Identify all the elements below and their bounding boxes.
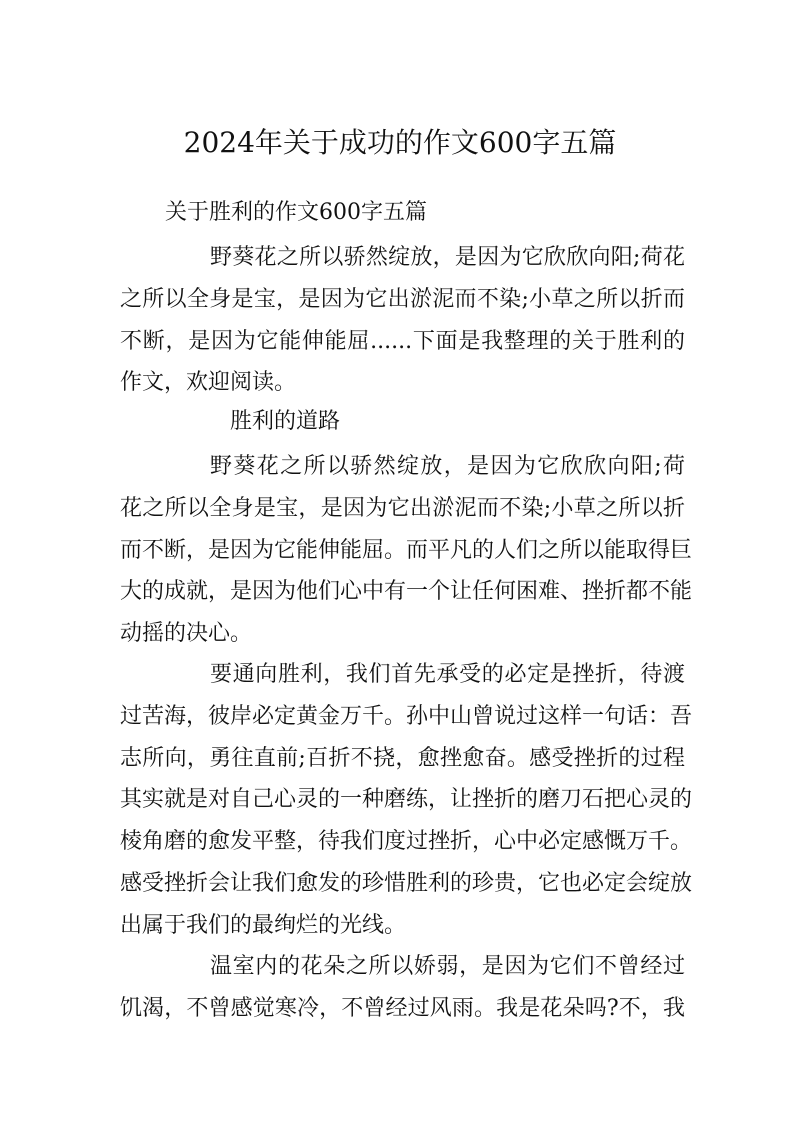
paragraph-line: 感受挫折会让我们愈发的珍惜胜利的珍贵，它也必定会绽放	[120, 870, 693, 896]
paragraph-line: 大的成就，是因为他们心中有一个让任何困难、挫折都不能	[120, 579, 693, 605]
document-title: 2024年关于成功的作文600字五篇	[183, 126, 617, 159]
paragraph-body-1	[120, 446, 693, 655]
paragraph-line: 棱角磨的愈发平整，待我们度过挫折，心中必定感慨万千。	[120, 829, 693, 855]
paragraph-body-3	[120, 946, 685, 1030]
paragraph-line: 饥渴，不曾感觉寒冷，不曾经过风雨。我是花朵吗?不，我	[120, 995, 685, 1021]
paragraph-line: 而不断，是因为它能伸能屈。而平凡的人们之所以能取得巨	[120, 537, 693, 563]
paragraph-line: 野葵花之所以骄然绽放，是因为它欣欣向阳;荷花	[210, 245, 685, 270]
paragraph-line: 其实就是对自己心灵的一种磨练，让挫折的磨刀石把心灵的	[120, 787, 693, 813]
paragraph-line: 不断，是因为它能伸能屈......下面是我整理的关于胜利的	[120, 328, 685, 354]
paragraph-line: 动摇的决心。	[120, 621, 253, 647]
section-heading: 胜利的道路	[230, 409, 341, 434]
paragraph-line: 志所向，勇往直前;百折不挠，愈挫愈奋。感受挫折的过程	[120, 745, 685, 771]
paragraph-body-2	[120, 654, 693, 947]
paragraph-line: 出属于我们的最绚烂的光线。	[120, 912, 407, 938]
paragraph-line: 过苦海，彼岸必定黄金万千。孙中山曾说过这样一句话：吾	[120, 703, 693, 729]
paragraph-line: 温室内的花朵之所以娇弱，是因为它们不曾经过	[210, 954, 685, 979]
paragraph-line: 作文，欢迎阅读。	[120, 370, 297, 396]
paragraph-line: 要通向胜利，我们首先承受的必定是挫折，待渡	[210, 662, 685, 687]
paragraph-line: 之所以全身是宝，是因为它出淤泥而不染;小草之所以折而	[120, 286, 685, 312]
paragraph-line: 花之所以全身是宝，是因为它出淤泥而不染;小草之所以折	[120, 495, 685, 521]
paragraph-line: 野葵花之所以骄然绽放，是因为它欣欣向阳;荷	[210, 454, 685, 479]
paragraph-intro	[120, 237, 685, 404]
document-subtitle: 关于胜利的作文600字五篇	[165, 200, 427, 225]
